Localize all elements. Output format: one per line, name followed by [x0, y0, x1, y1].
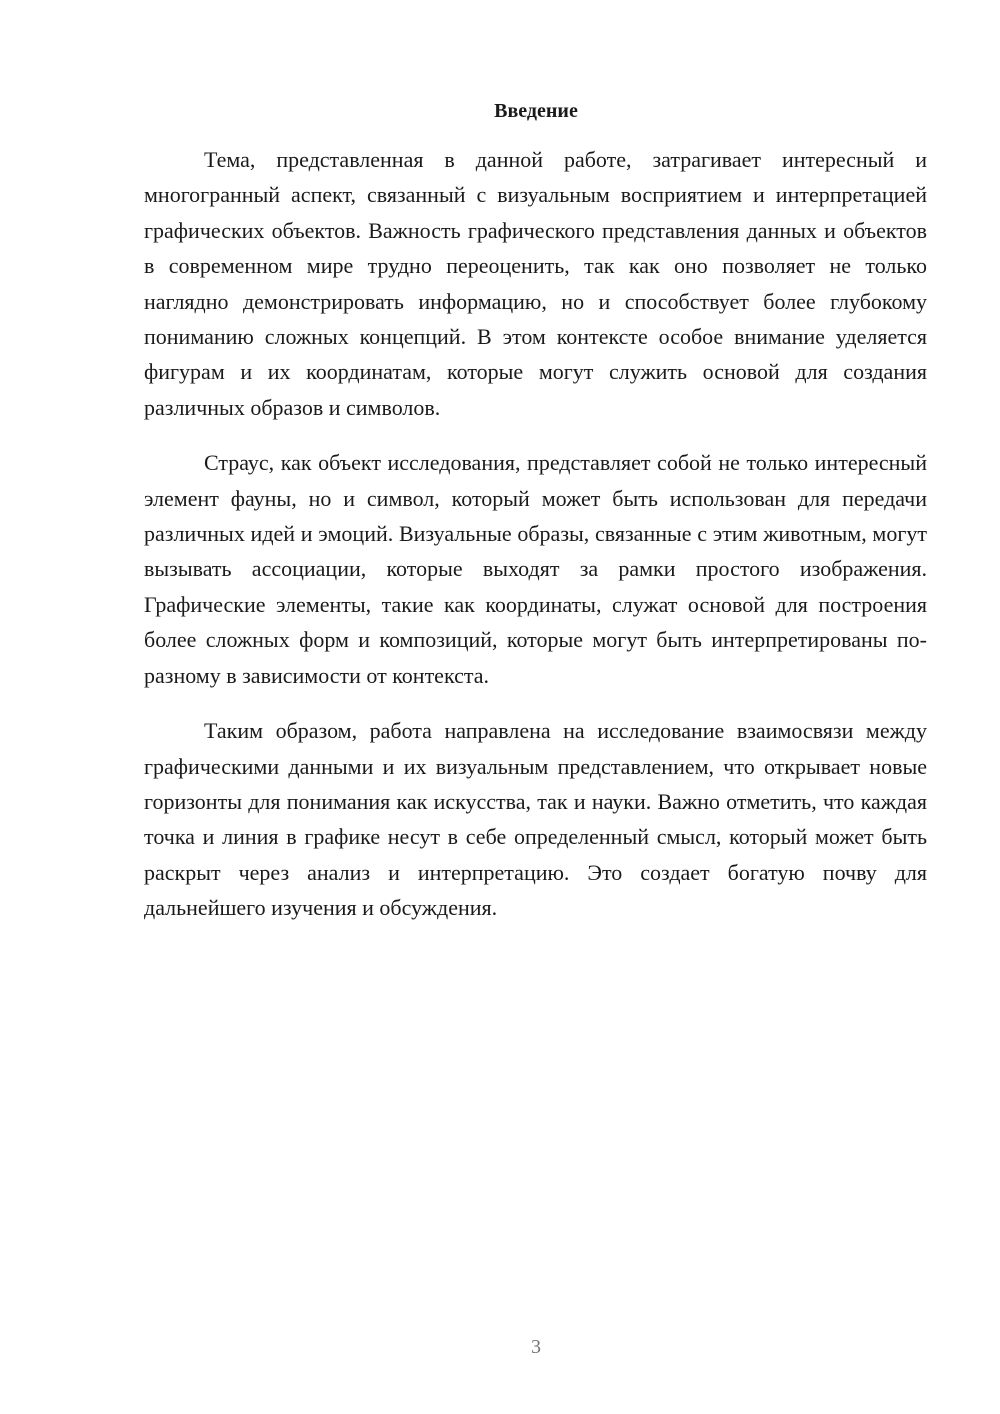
page-number: 3 [531, 1336, 541, 1358]
paragraph-2: Страус, как объект исследования, представляет собой не только интересный элемент фауны, но и символ, который может быть использован для передачи различных идей и эмоций. Визуальные образы, связанные с этим животным, могут вызывать ассоциации, которые выходят за рамки простого изображения. Графические элементы, такие как координаты, служат основой для построения более сложных форм и композиций, которые могут быть интерпретированы по-разному в зависимости от контекста. [144, 450, 927, 688]
body-text [144, 142, 927, 926]
paragraph-3: Таким образом, работа направлена на исследование взаимосвязи между графическими данными и их визуальным представлением, что открывает новые горизонты для понимания как искусства, так и науки. Важно отметить, что каждая точка и линия в графике несут в себе определенный смысл, который может быть раскрыт через анализ и интерпретацию. Это создает богатую почву для дальнейшего изучения и обсуждения. [144, 718, 927, 921]
paragraph-1: Тема, представленная в данной работе, затрагивает интересный и многогранный аспект, связанный с визуальным восприятием и интерпретацией графических объектов. Важность графического представления данных и объектов в современном мире трудно переоценить, так как оно позволяет не только наглядно демонстрировать информацию, но и способствует более глубокому пониманию сложных концепций. В этом контексте особое внимание уделяется фигурам и их координатам, которые могут служить основой для создания различных образов и символов. [144, 147, 927, 420]
section-heading: Введение [494, 100, 578, 122]
